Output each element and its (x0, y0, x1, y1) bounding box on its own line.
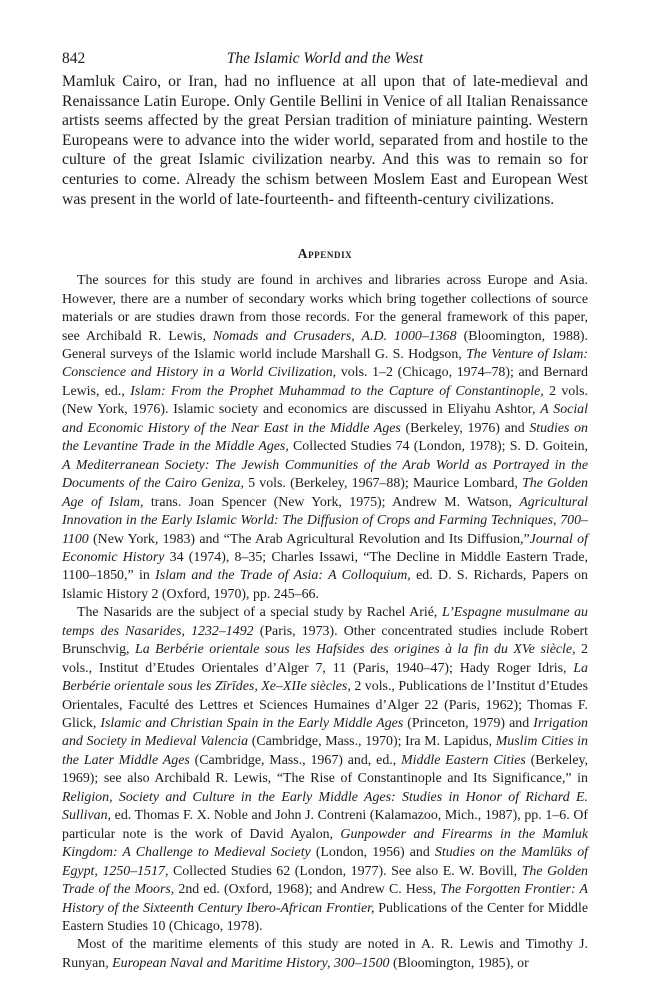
italic-title-fragment: Studies on the Mamlūks of Egypt, 1250–1517, (62, 845, 588, 879)
text-fragment: (New York, 1983) and “The Arab Agricultural Revolution and Its Diffusion,” (88, 531, 530, 547)
appendix-paragraph-1 (62, 272, 588, 604)
text-fragment: (Cambridge, Mass., 1970); Ira M. Lapidus, (248, 734, 496, 750)
appendix-heading: Appendix (297, 246, 353, 262)
text-fragment: The sources for this study are found in archives and libraries across Europe and Asia. However, there are a number of secondary works which bring together collections of source materials or are studies drawn from those records. For the general framework of this paper, see Archibald R. Lewis, (62, 273, 588, 344)
text-fragment: Most of the maritime elements of this study are noted in A. R. Lewis and Timothy J. Runyan, (62, 937, 588, 971)
appendix-notes (62, 272, 588, 973)
text-fragment: (Berkeley, 1969); see also Archibald R. Lewis, “The Rise of Constantinople and Its Significance,” in (62, 752, 588, 787)
italic-title-fragment: Islamic and Christian Spain in the Early Middle Ages (100, 716, 404, 732)
text-fragment: (Princeton, 1979) and (403, 716, 534, 732)
italic-title-fragment: The Venture of Islam: Conscience and History in a World Civilization, (62, 346, 589, 381)
text-fragment: (Bloomington, 1988). General surveys of the Islamic world include Marshall G. S. Hodgson, (62, 328, 588, 362)
text-fragment: 2 vols., Publications de l’Institut d’Etudes Orientales, Faculté des Lettres et Sciences Humaines d’Alger 22 (Paris, 1962); Thomas F. Glick, (62, 679, 588, 732)
running-head (62, 50, 588, 72)
italic-title-fragment: Agricultural Innovation in the Early Islamic World: The Diffusion of Crops and Farming Techniques, 700–1100 (62, 494, 588, 547)
text-fragment: Collected Studies 62 (London, 1977). See also E. W. Bovill, (168, 863, 522, 879)
text-fragment: The Nasarids are the subject of a special study by Rachel Arié, (77, 605, 442, 621)
text-fragment: 2 vols. (New York, 1976). Islamic society and economics are discussed in Eliyahu Ashtor, (62, 383, 588, 418)
italic-title-fragment: The Forgotten Frontier: A History of the Sixteenth Century Ibero-African Frontier, (62, 882, 588, 916)
italic-title-fragment: A Social and Economic History of the Near East in the Middle Ages (62, 402, 588, 436)
italic-title-fragment: Muslim Cities in the Later Middle Ages (62, 734, 588, 768)
intro-paragraph: Mamluk Cairo, or Iran, had no influence at all upon that of late-medieval and Renaissance Latin Europe. Only Gentile Bellini in Venice of all Italian Renaissance artists seems affected by the great Persian tradition of miniature painting. Western Europeans were to advance into the wider world, separated from and hostile to the culture of the great Islamic civilization nearby. And this was to remain so for centuries to come. Already the schism between Moslem East and European West was present in the world of late-fourteenth- and fifteenth-century civilizations. (62, 73, 588, 208)
text-fragment: 2 vols., Institut d’Etudes Orientales d’Alger 7, 11 (Paris, 1940–47); Hady Roger Idris, (62, 642, 588, 676)
text-fragment: (Bloomington, 1985), or (389, 955, 529, 971)
italic-title-fragment: La Berbérie orientale sous les Zīrīdes, Xe–XIIe siècles, (62, 660, 588, 695)
italic-title-fragment: L’Espagne musulmane au temps des Nasarides, 1232–1492 (62, 605, 588, 639)
book-page (62, 50, 588, 973)
text-fragment: (London, 1956) and (310, 845, 435, 861)
italic-title-fragment: Religion, Society and Culture in the Early Middle Ages: Studies in Honor of Richard E. Sullivan, (62, 789, 588, 824)
text-fragment: Collected Studies 74 (London, 1978); S. D. Goitein, (288, 439, 588, 455)
italic-title-fragment: Irrigation and Society in Medieval Valencia (62, 716, 588, 750)
italic-title-fragment: Nomads and Crusaders, A.D. 1000–1368 (212, 328, 457, 344)
text-fragment: (Cambridge, Mass., 1967) and, ed., (189, 752, 402, 768)
text-fragment: vols. 1–2 (Chicago, 1974–78); and Bernard Lewis, ed., (62, 365, 588, 399)
text-fragment: trans. Joan Spencer (New York, 1975); Andrew M. Watson, (143, 494, 520, 510)
text-fragment: 5 vols. (Berkeley, 1967–88); Maurice Lombard, (243, 476, 523, 492)
italic-title-fragment: European Naval and Maritime History, 300–1500 (112, 955, 390, 971)
italic-title-fragment: Gunpowder and Firearms in the Mamluk Kingdom: A Challenge to Medieval Society (62, 826, 588, 861)
italic-title-fragment: A Mediterranean Society: The Jewish Communities of the Arab World as Portrayed in the Documents of the Cairo Geniza, (62, 457, 588, 492)
italic-title-fragment: Middle Eastern Cities (401, 752, 526, 768)
text-fragment: Publications of the Center for Middle Eastern Studies 10 (Chicago, 1978). (62, 900, 589, 935)
appendix-paragraph-3 (62, 936, 588, 973)
text-fragment: ed. D. S. Richards, Papers on Islamic History 2 (Oxford, 1970), pp. 245–66. (62, 568, 588, 602)
appendix-paragraph-2 (62, 604, 588, 936)
running-title: The Islamic World and the West (226, 50, 424, 67)
italic-title-fragment: La Berbérie orientale sous les Hafsides des origines à la fin du XVe siècle, (135, 642, 576, 658)
italic-title-fragment: The Golden Trade of the Moors, (62, 863, 588, 898)
page-number: 842 (62, 50, 86, 67)
italic-title-fragment: Journal of Economic History (62, 531, 588, 565)
italic-title-fragment: The Golden Age of Islam, (62, 476, 589, 510)
text-fragment: (Berkeley, 1976) and (400, 420, 530, 436)
text-fragment: 34 (1974), 8–35; Charles Issawi, “The Decline in Middle Eastern Trade, 1100–1850,” in (62, 549, 589, 584)
text-fragment: ed. Thomas F. X. Noble and John J. Contreni (Kalamazoo, Mich., 1987), pp. 1–6. Of particular note is the work of David Ayalon, (62, 808, 588, 842)
italic-title-fragment: Islam: From the Prophet Muhammad to the Capture of Constantinople, (130, 383, 544, 399)
text-fragment: 2nd ed. (Oxford, 1968); and Andrew C. Hess, (174, 882, 441, 898)
italic-title-fragment: Islam and the Trade of Asia: A Colloquium, (155, 568, 411, 584)
italic-title-fragment: Studies on the Levantine Trade in the Middle Ages, (62, 420, 588, 455)
text-fragment: (Paris, 1973). Other concentrated studies include Robert Brunschvig, (62, 623, 588, 658)
